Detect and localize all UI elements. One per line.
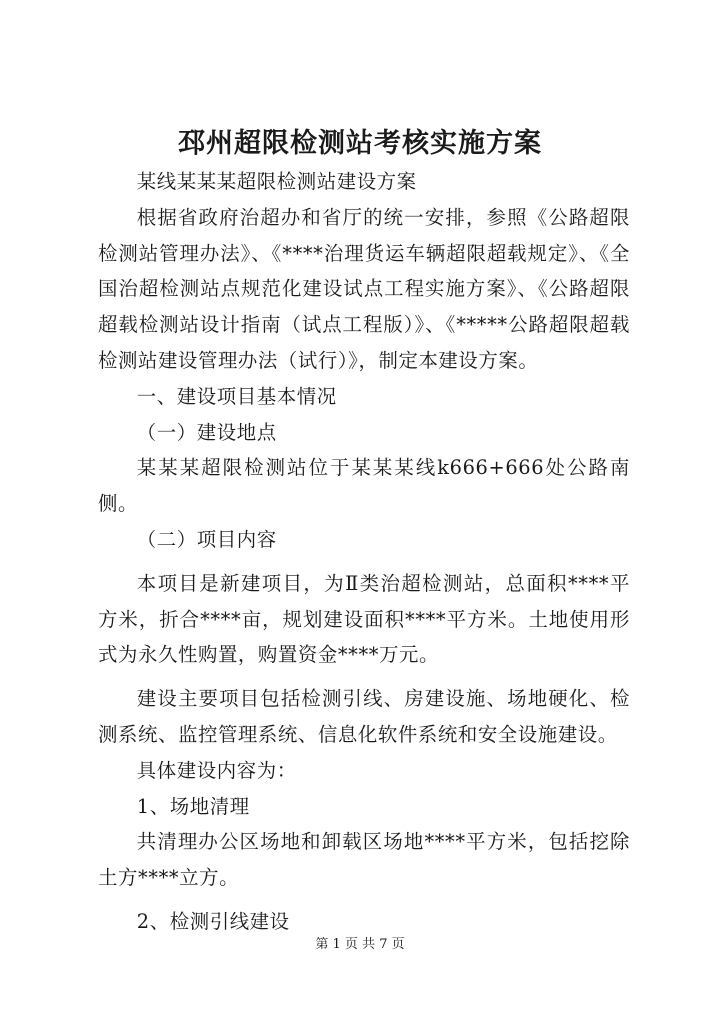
page-footer: 第 1 页 共 7 页 <box>315 937 405 952</box>
paragraph-project-content: 本项目是新建项目，为Ⅱ类治超检测站，总面积****平方米，折合****亩，规划建设面积****平方米。土地使用形式为永久性购置，购置资金****万元。 <box>98 571 630 667</box>
document-body <box>98 164 630 940</box>
paragraph-site-clearing: 共清理办公区场地和卸载区场地****平方米，包括挖除土方****立方。 <box>98 830 630 890</box>
subsection-heading-content: （二）项目内容 <box>136 527 277 551</box>
paragraph-location: 某某某超限检测站位于某某某线k666+666处公路南侧。 <box>98 456 630 516</box>
paragraph-basis: 根据省政府治超办和省厅的统一安排，参照《公路超限检测站管理办法》、《****治理货运车辆超限超载规定》、《全国治超检测站点规范化建设试点工程实施方案》、《公路超限超载检测站设计指南（试点工程版）》、《*****公路超限超载检测站建设管理办法（试行）》，制定本建设方案。 <box>98 205 630 372</box>
document-title: 邳州超限检测站考核实施方案 <box>178 128 542 159</box>
item-heading-site-clearing: 1、场地清理 <box>136 794 250 818</box>
subsection-heading-location: （一）建设地点 <box>136 420 277 444</box>
paragraph-main-items: 建设主要项目包括检测引线、房建设施、场地硬化、检测系统、监控管理系统、信息化软件系统和安全设施建设。 <box>98 687 630 746</box>
paragraph-plan-heading: 某线某某某超限检测站建设方案 <box>136 170 417 193</box>
section-heading-basic-info: 一、建设项目基本情况 <box>136 384 337 408</box>
paragraph-specific-content: 具体建设内容为： <box>136 758 297 782</box>
item-heading-detection-lead: 2、检测引线建设 <box>136 909 290 933</box>
